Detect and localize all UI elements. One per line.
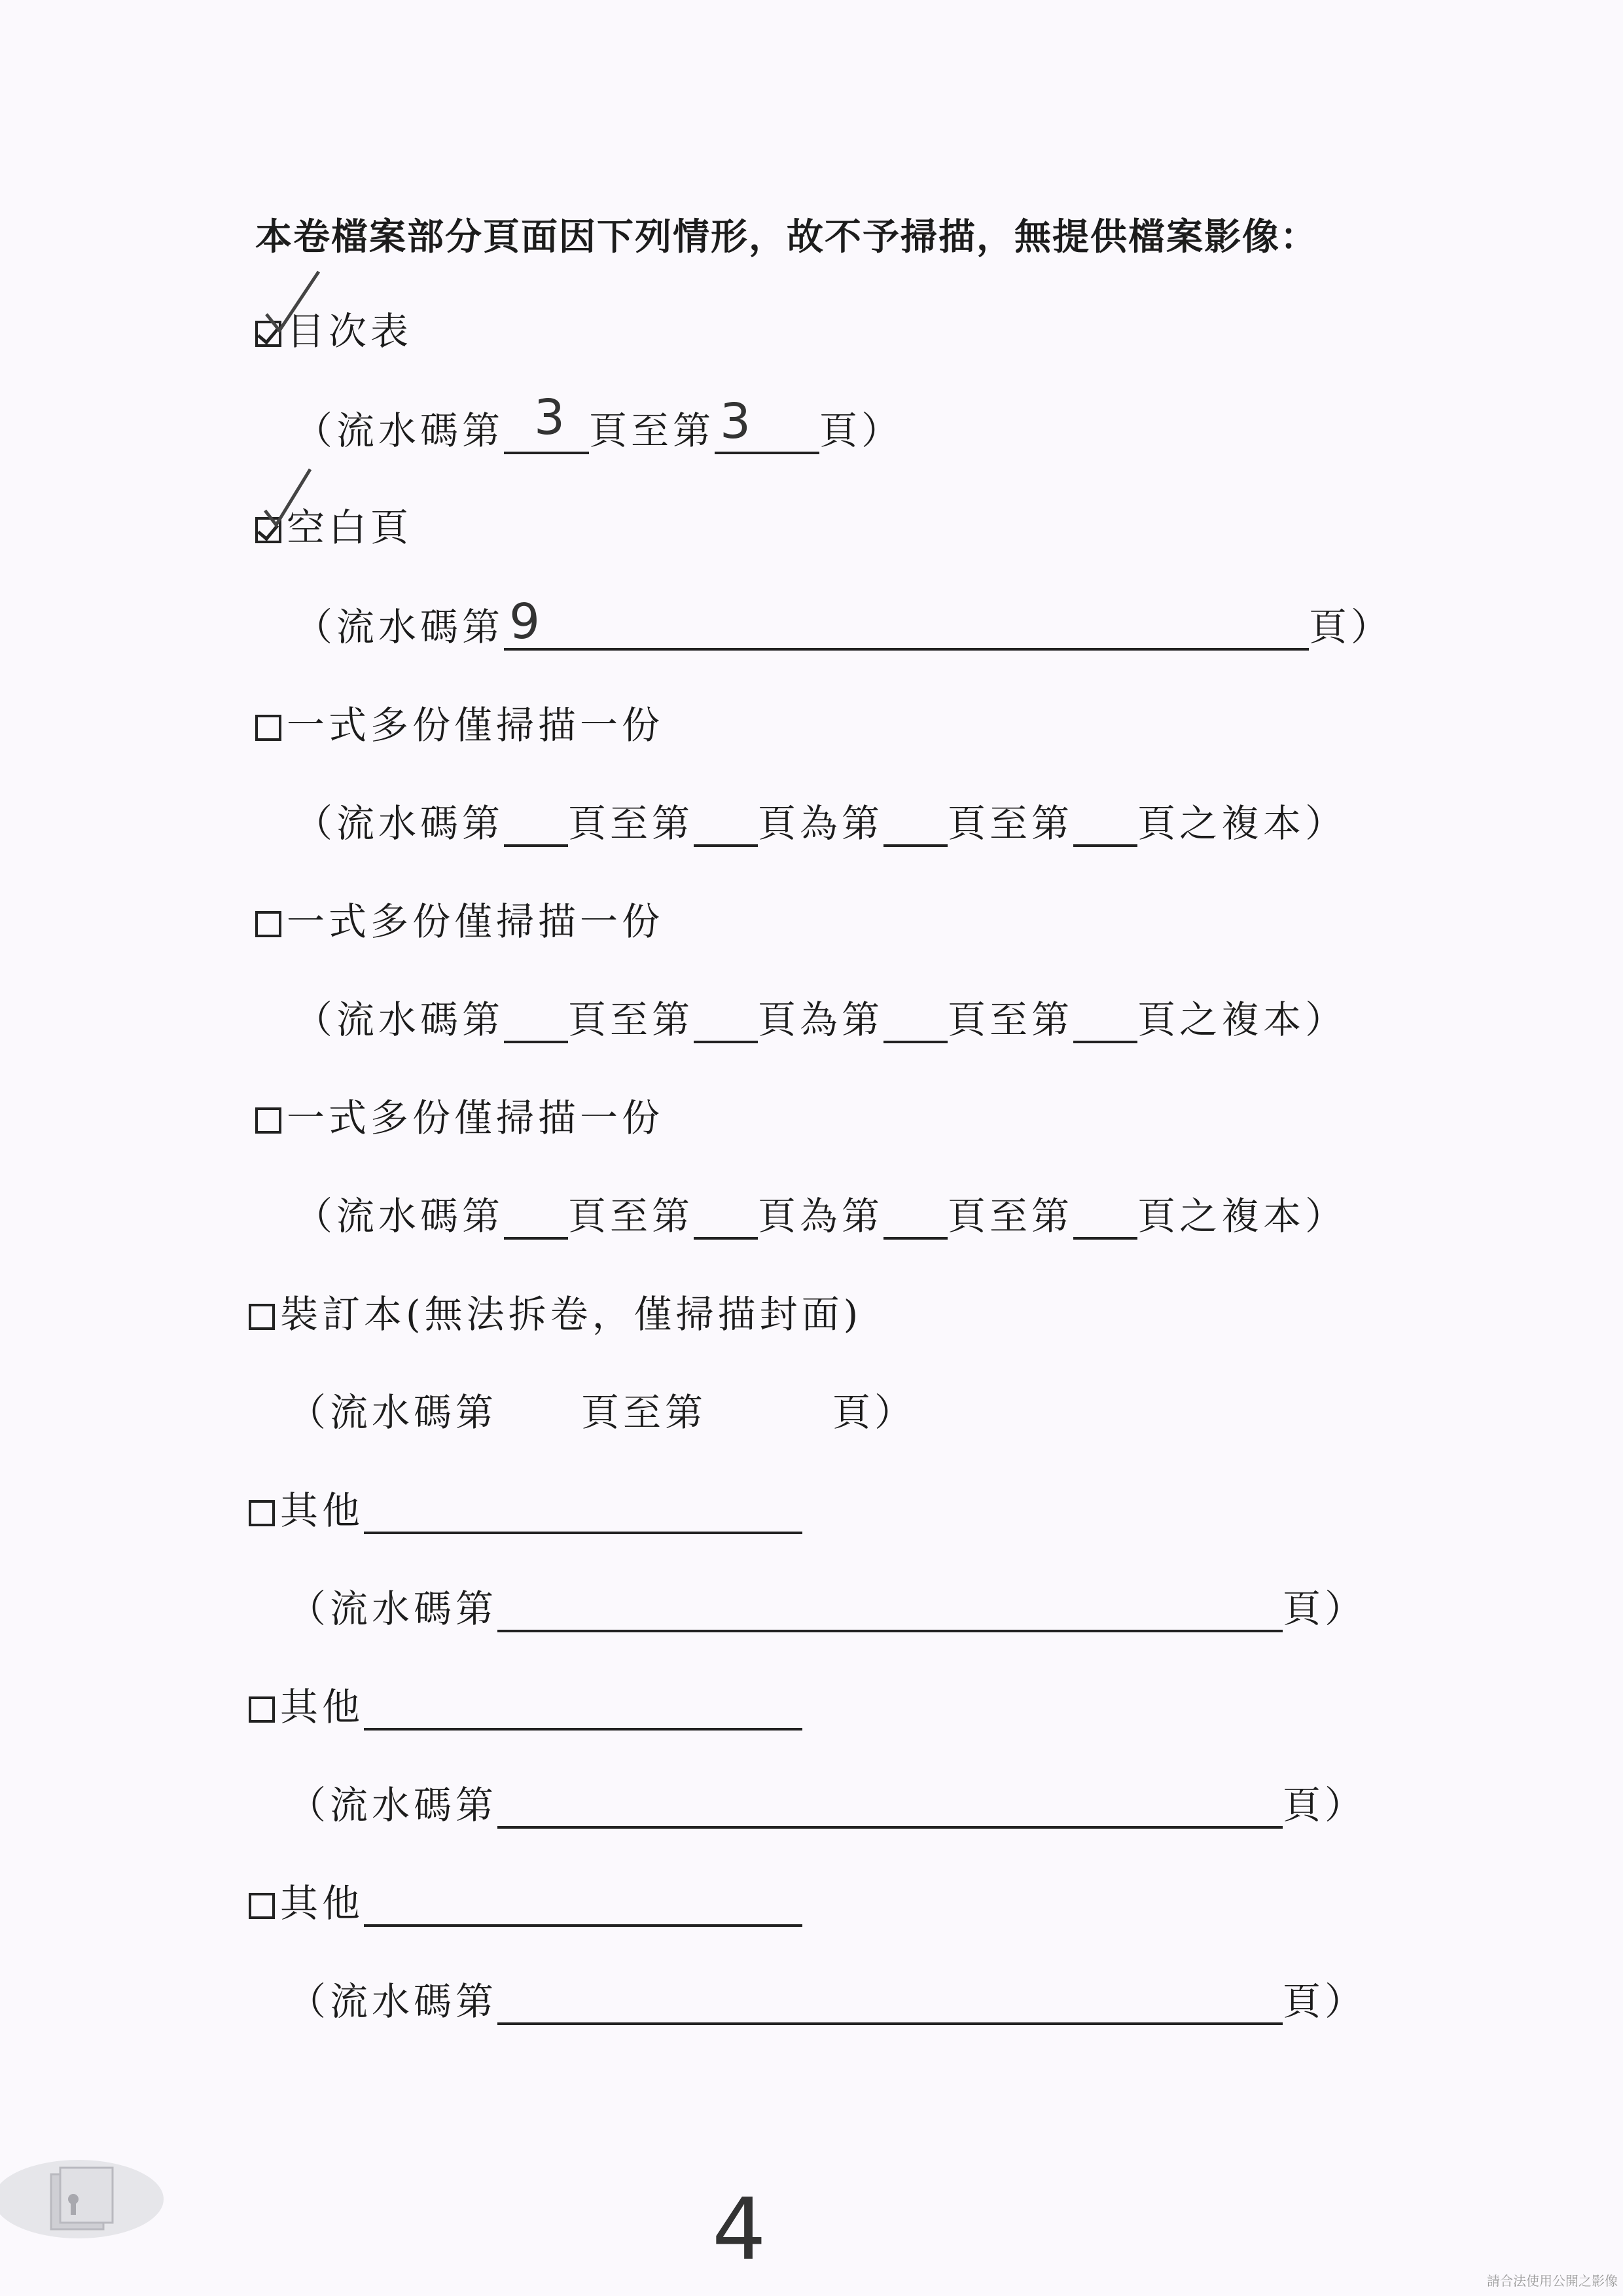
dup3-field-a[interactable] (504, 1199, 568, 1240)
checkbox-other-3[interactable] (249, 1893, 275, 1919)
dup3-field-b[interactable] (694, 1199, 758, 1240)
label-duplicate: 一式多份僅掃描一份 (287, 1096, 664, 1140)
archive-logo-icon (0, 2153, 170, 2245)
dup2-field-d[interactable] (1073, 1003, 1137, 1043)
serial-to-text: 頁至第 (568, 801, 694, 846)
checkbox-bound[interactable] (249, 1304, 275, 1330)
dup1-field-b[interactable] (694, 806, 758, 847)
label-duplicate: 一式多份僅掃描一份 (287, 899, 664, 944)
dup1-field-c[interactable] (883, 806, 948, 847)
toc-to-field[interactable] (715, 393, 819, 454)
dup2-field-a[interactable] (504, 1003, 568, 1043)
serial-for-text: 頁為第 (758, 997, 884, 1042)
other-2-page-field[interactable] (497, 1788, 1283, 1829)
dup3-field-c[interactable] (883, 1199, 948, 1240)
handwritten-blank-page: 9 (509, 594, 541, 650)
dup3-field-d[interactable] (1073, 1199, 1137, 1240)
serial-open-text: （流水碼第 (294, 605, 505, 649)
label-other: 其他 (280, 1881, 365, 1926)
blank-page-field[interactable] (504, 594, 1309, 651)
dup1-field-d[interactable] (1073, 806, 1137, 847)
checkbox-duplicate-2[interactable] (255, 911, 281, 937)
checkbox-duplicate-1[interactable] (255, 715, 281, 741)
serial-copy-close-text: 頁之複本） (1137, 1194, 1347, 1238)
dup2-field-c[interactable] (883, 1003, 948, 1043)
handwritten-toc-to: 3 (720, 393, 751, 450)
other-1-field[interactable] (364, 1494, 802, 1534)
serial-close-text: 頁） (1309, 605, 1393, 649)
other-1-page-field[interactable] (497, 1592, 1283, 1632)
serial-copy-close-text: 頁之複本） (1137, 801, 1347, 846)
serial-open-text: （流水碼第 (288, 1783, 498, 1827)
checkbox-row-other-1 (249, 1487, 802, 1534)
serial-range-duplicate-2 (294, 996, 1347, 1043)
checkbox-row-duplicate-2 (255, 898, 664, 945)
checkbox-row-bound (249, 1291, 862, 1338)
serial-range-other-1 (288, 1585, 1366, 1632)
checkbox-row-other-2 (249, 1683, 802, 1731)
serial-open-text: （流水碼第 (294, 997, 505, 1042)
handwritten-check-icon (263, 268, 322, 334)
serial-bound-text: （流水碼第 頁至第 頁） (288, 1390, 917, 1435)
serial-close-text: 頁） (1283, 1783, 1367, 1827)
serial-range-toc (294, 389, 904, 454)
checkbox-row-other-3 (249, 1880, 802, 1927)
label-toc: 目次表 (287, 309, 413, 353)
handwritten-check-icon (262, 466, 314, 531)
serial-open-text: （流水碼第 (288, 1587, 498, 1631)
serial-to-text: 頁至第 (948, 997, 1074, 1042)
serial-close-text: 頁） (1283, 1979, 1367, 2024)
other-3-page-field[interactable] (497, 1984, 1283, 2025)
handwritten-page-number: 4 (712, 2179, 766, 2279)
checkbox-other-1[interactable] (249, 1500, 275, 1526)
serial-to-text: 頁至第 (568, 1194, 694, 1238)
serial-to-text: 頁至第 (568, 997, 694, 1042)
serial-open-text: （流水碼第 (294, 1194, 505, 1238)
serial-close-text: 頁） (819, 408, 904, 453)
label-bound: 裝訂本(無法拆卷，僅掃描封面) (280, 1292, 863, 1336)
serial-range-bound (288, 1389, 916, 1436)
serial-range-other-2 (288, 1782, 1366, 1829)
serial-to-text: 頁至第 (948, 801, 1074, 846)
dup2-field-b[interactable] (694, 1003, 758, 1043)
other-3-field[interactable] (364, 1886, 802, 1927)
serial-to-text: 頁至第 (589, 408, 715, 453)
checkbox-duplicate-3[interactable] (255, 1107, 281, 1134)
serial-range-blank (294, 594, 1393, 651)
label-duplicate: 一式多份僅掃描一份 (287, 703, 664, 747)
dup1-field-a[interactable] (504, 806, 568, 847)
serial-open-text: （流水碼第 (294, 801, 505, 846)
document-title: 本卷檔案部分頁面因下列情形，故不予掃描，無提供檔案影像： (255, 216, 1318, 259)
footer-note: 請合法使用公開之影像 (1487, 2273, 1618, 2289)
serial-for-text: 頁為第 (758, 801, 884, 846)
checkbox-row-duplicate-3 (255, 1094, 664, 1141)
toc-from-field[interactable] (504, 389, 589, 454)
serial-copy-close-text: 頁之複本） (1137, 997, 1347, 1042)
serial-open-text: （流水碼第 (294, 408, 505, 453)
checkbox-other-2[interactable] (249, 1696, 275, 1723)
serial-range-other-3 (288, 1978, 1366, 2025)
serial-close-text: 頁） (1283, 1587, 1367, 1631)
serial-range-duplicate-3 (294, 1193, 1347, 1240)
checkbox-row-duplicate-1 (255, 702, 664, 749)
serial-range-duplicate-1 (294, 800, 1347, 847)
serial-to-text: 頁至第 (948, 1194, 1074, 1238)
serial-for-text: 頁為第 (758, 1194, 884, 1238)
label-other: 其他 (280, 1685, 365, 1729)
label-blank: 空白頁 (287, 505, 413, 550)
other-2-field[interactable] (364, 1690, 802, 1731)
label-other: 其他 (280, 1488, 365, 1533)
serial-open-text: （流水碼第 (288, 1979, 498, 2024)
handwritten-toc-from: 3 (534, 389, 565, 446)
